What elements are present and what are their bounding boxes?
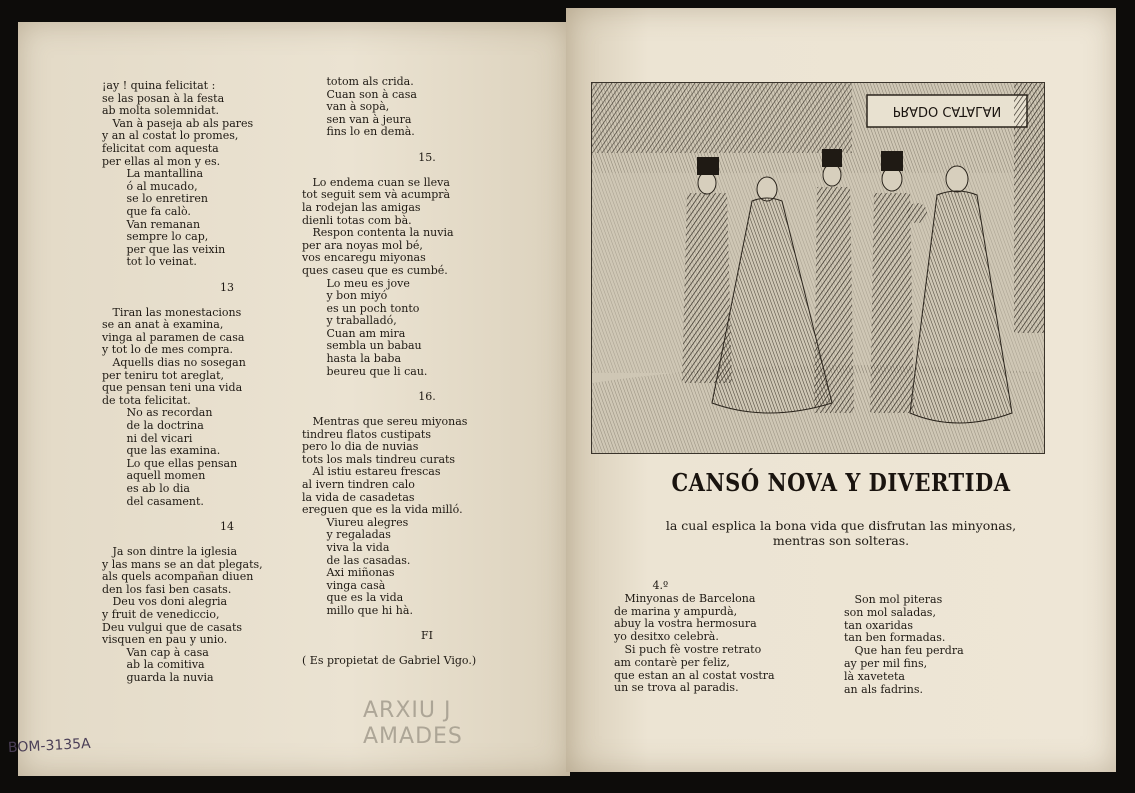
- text-line: Respon contenta la nuvia: [302, 226, 454, 240]
- text-line: là xaveteta: [844, 669, 905, 683]
- text-line: la vida de casadetas: [302, 490, 415, 504]
- text-line: 14: [220, 519, 234, 533]
- archive-stamp-line-1: ARXIU J: [363, 698, 452, 723]
- text-line: Deu vulgui que de casats: [102, 620, 243, 634]
- text-line: al ivern tindren calo: [302, 478, 415, 491]
- text-line: an als fadrins.: [844, 682, 924, 696]
- text-line: per ellas al mon y es.: [102, 154, 221, 168]
- text-line: den los fasi ben casats.: [102, 582, 232, 596]
- text-line: fins lo en demà.: [302, 125, 415, 139]
- text-line: 15.: [418, 150, 436, 164]
- text-line: se an anat à examina,: [102, 318, 224, 332]
- text-line: Ja son dintre la iglesia: [102, 544, 238, 558]
- text-line: Deu vos doni alegria: [102, 595, 228, 609]
- text-line: ( Es propietat de Gabriel Vigo.): [302, 654, 477, 668]
- text-line: Lo que ellas pensan: [102, 456, 238, 470]
- text-line: y regaladas: [302, 528, 391, 542]
- engraving-scene: [592, 83, 1044, 453]
- archive-stamp-line-2: AMADES: [363, 724, 463, 749]
- text-line: [302, 164, 552, 177]
- text-line: FI: [421, 629, 433, 643]
- engraving-illustration: [591, 82, 1045, 454]
- text-line: y an al costat lo promes,: [102, 129, 239, 143]
- text-line: Mentras que sereu miyonas: [302, 415, 468, 429]
- text-line: totom als crida.: [302, 75, 414, 88]
- text-line: la rodejan las amigas: [302, 200, 421, 214]
- text-line: tan ben formadas.: [844, 631, 946, 645]
- text-line: que fa calò.: [102, 204, 191, 218]
- text-line: ab molta solemnidat.: [102, 104, 219, 118]
- text-line: tot seguit sem và acumprà: [302, 188, 451, 202]
- text-line: sen van à jeura: [302, 112, 412, 126]
- text-line: guarda la nuvia: [102, 670, 214, 684]
- text-line: ereguen que es la vida milló.: [302, 503, 463, 517]
- text-line: dienli totas com bà.: [302, 213, 412, 227]
- text-line: Axi miñonas: [302, 566, 395, 580]
- text-line: Van à paseja ab als pares: [102, 116, 254, 130]
- text-line: [302, 378, 552, 391]
- text-line: ab la comitiva: [102, 658, 205, 672]
- text-line: per teniru tot areglat,: [102, 368, 224, 382]
- text-line: es ab lo dia: [102, 482, 190, 495]
- text-line: Lo meu es jove: [302, 276, 410, 290]
- text-line: tots los mals tindreu curats: [302, 452, 456, 466]
- text-line: se lo enretiren: [102, 192, 208, 206]
- text-line: ques caseu que es cumbé.: [302, 263, 448, 277]
- text-line: de las casadas.: [302, 553, 411, 567]
- text-line: y traballadó,: [302, 314, 397, 328]
- text-line: pero lo dia de nuvias: [302, 440, 419, 454]
- text-line: [302, 139, 552, 152]
- text-line: van à sopà,: [302, 100, 390, 114]
- text-line: Tiran las monestacions: [102, 305, 242, 319]
- left-page: [18, 22, 570, 776]
- text-line: yo desitxo celebrà.: [614, 630, 719, 644]
- text-line: Lo endema cuan se lleva: [302, 175, 450, 189]
- shelf-mark: BOM-3135A: [7, 735, 92, 757]
- text-line: se las posan à la festa: [102, 91, 225, 105]
- text-line: La mantallina: [102, 167, 204, 181]
- text-line: ay per mil fins,: [844, 656, 928, 670]
- text-line: Van remanan: [102, 217, 201, 231]
- verse-column-2: [844, 594, 964, 696]
- text-line: 4.º: [614, 579, 669, 592]
- text-line: que pensan teni una vida: [102, 381, 243, 395]
- text-line: Son mol piteras: [844, 593, 943, 606]
- text-line: beureu que li cau.: [302, 364, 428, 378]
- text-line: un se trova al paradis.: [614, 681, 739, 695]
- text-line: als quels acompañan diuen: [102, 570, 254, 584]
- text-line: Cuan am mira: [302, 326, 406, 340]
- text-line: ¡ay ! quina felicitat :: [102, 79, 216, 92]
- text-line: que las examina.: [102, 444, 221, 458]
- song-title: CANSÓ NOVA Y DIVERTIDA: [671, 468, 1011, 497]
- text-line: sembla un babau: [302, 339, 422, 353]
- text-line: tindreu flatos custipats: [302, 427, 431, 441]
- text-line: que estan an al costat vostra: [614, 668, 775, 682]
- text-line: de tota felicitat.: [102, 393, 191, 407]
- text-line: vinga al paramen de casa: [102, 330, 245, 344]
- text-line: visquen en pau y unio.: [102, 633, 228, 647]
- archive-stamp: [363, 698, 463, 750]
- text-line: Van cap à casa: [102, 645, 209, 659]
- text-line: tot lo veinat.: [102, 255, 197, 269]
- text-line: viva la vida: [302, 540, 390, 554]
- text-line: per ara noyas mol bé,: [302, 238, 423, 252]
- text-line: Aquells dias no sosegan: [102, 356, 246, 370]
- text-line: tan oxaridas: [844, 618, 913, 632]
- subtitle-line-2: mentras son solteras.: [772, 533, 910, 548]
- text-line: 16.: [418, 389, 436, 403]
- text-line: y bon miyó: [302, 289, 388, 303]
- text-line: felicitat com aquesta: [102, 141, 219, 155]
- text-line: Viureu alegres: [302, 515, 409, 529]
- text-line: y fruit de venediccio,: [102, 607, 220, 621]
- text-line: Si puch fè vostre retrato: [614, 642, 762, 656]
- illustration-sign-text: PRADO CATALAN: [892, 103, 1002, 118]
- text-line: abuy la vostra hermosura: [614, 617, 757, 631]
- text-line: Al istiu estareu frescas: [302, 465, 441, 479]
- left-column-2: [302, 76, 552, 668]
- verse-column-1: [614, 580, 775, 695]
- text-line: y las mans se an dat plegats,: [102, 557, 263, 571]
- text-line: que es la vida: [302, 591, 404, 605]
- text-line: Cuan son à casa: [302, 87, 417, 101]
- text-line: ó al mucado,: [102, 179, 198, 193]
- text-line: de la doctrina: [102, 419, 204, 433]
- text-line: del casament.: [102, 494, 204, 508]
- text-line: son mol saladas,: [844, 605, 936, 619]
- text-line: hasta la baba: [302, 352, 402, 366]
- subtitle-line-1: la cual esplica la bona vida que disfrutan las minyonas,: [665, 518, 1017, 533]
- text-line: per que las veixin: [102, 242, 226, 256]
- text-line: de marina y ampurdà,: [614, 604, 738, 618]
- text-line: y tot lo de mes compra.: [102, 343, 234, 357]
- song-subtitle: [636, 518, 1046, 548]
- text-line: No as recordan: [102, 406, 213, 420]
- text-line: 13: [220, 280, 234, 294]
- text-line: millo que hi hà.: [302, 603, 413, 617]
- text-line: Que han feu perdra: [844, 644, 964, 658]
- text-line: es un poch tonto: [302, 301, 420, 315]
- text-line: sempre lo cap,: [102, 230, 209, 244]
- text-line: Minyonas de Barcelona: [614, 591, 756, 605]
- text-line: vos encaregu miyonas: [302, 251, 426, 265]
- text-line: aquell momen: [102, 469, 206, 483]
- text-line: vinga casà: [302, 578, 386, 592]
- right-page: [566, 8, 1116, 772]
- text-line: am contarè per feliz,: [614, 655, 730, 669]
- text-line: ni del vicari: [102, 431, 193, 445]
